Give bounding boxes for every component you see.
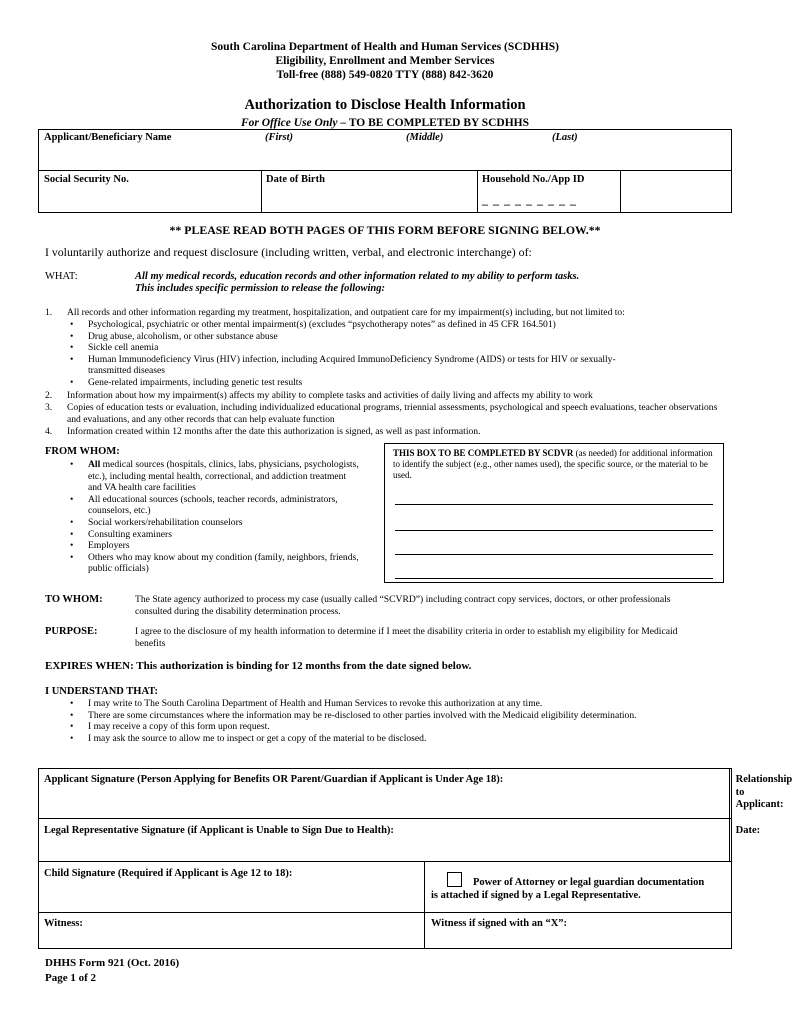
first-name-label: (First) bbox=[265, 132, 294, 143]
scdvr-line-2[interactable] bbox=[395, 530, 713, 531]
legal-rep-signature-cell[interactable] bbox=[39, 819, 730, 862]
household-blanks: _ _ _ _ _ _ _ _ _ bbox=[482, 193, 577, 207]
all-medical-text: medical sources (hospitals, clinics, labs, physicians, psychologists, etc.), including mental health, correctional, and addiction treatment and VA health care facilities bbox=[88, 459, 359, 494]
division-name: Eligibility, Enrollment and Member Services bbox=[275, 55, 495, 67]
item-2-num: 2. bbox=[45, 390, 53, 401]
form-title: Authorization to Disclose Health Information bbox=[244, 97, 526, 113]
to-whom-label: TO WHOM: bbox=[45, 594, 103, 605]
poa-line-2: is attached if signed by a Legal Representative. bbox=[431, 890, 641, 901]
list-item: • Drug abuse, alcoholism, or other substance abuse bbox=[64, 331, 639, 343]
scdvr-line-4[interactable] bbox=[395, 578, 713, 579]
list-item: • Human Immunodeficiency Virus (HIV) infection, including Acquired ImmunoDeficiency Syndrome (AIDS) or tests for HIV or sexually-transmitted diseases bbox=[64, 354, 639, 377]
office-use-label bbox=[0, 116, 770, 130]
list-item: • There are some circumstances where the information may be re-disclosed to other parties involved with the Medicaid eligibility determination. bbox=[64, 710, 684, 722]
phone-numbers: Toll-free (888) 549-0820 TTY (888) 842-3620 bbox=[276, 69, 494, 81]
signature-table bbox=[38, 768, 792, 949]
witness-label: Witness: bbox=[44, 918, 83, 929]
all-bold: All bbox=[88, 459, 101, 470]
list-item: • All educational sources (schools, teacher records, administrators, counselors, etc.) bbox=[64, 494, 360, 517]
witness-x-label: Witness if signed with an “X”: bbox=[431, 918, 568, 929]
what-line-2: This includes specific permission to release the following: bbox=[135, 283, 385, 294]
item-4-num: 4. bbox=[45, 426, 53, 437]
relationship-label: Relationship to Applicant: bbox=[735, 774, 792, 810]
list-item: • Employers bbox=[64, 540, 360, 552]
date-cell[interactable] bbox=[729, 819, 761, 862]
middle-name-label: (Middle) bbox=[406, 132, 444, 143]
purpose-text: I agree to the disclosure of my health information to determine if I meet the disability criteria in order to establish my eligibility for Medicaid benefits bbox=[135, 626, 678, 649]
scdvr-title: THIS BOX TO BE COMPLETED BY SCDVR bbox=[393, 448, 574, 458]
what-line-1: All my medical records, education records and other information related to my ability to perform tasks. bbox=[135, 271, 580, 282]
expires-label: EXPIRES WHEN: bbox=[45, 660, 134, 672]
applicant-name-cell[interactable] bbox=[39, 130, 732, 171]
list-item: • Consulting examiners bbox=[64, 529, 360, 541]
scdvr-line-1[interactable] bbox=[395, 504, 713, 505]
dob-cell[interactable] bbox=[262, 171, 478, 213]
list-item: • Psychological, psychiatric or other mental impairment(s) (excludes “psychotherapy notes” as defined in 45 CFR 164.501) bbox=[64, 319, 639, 331]
poa-checkbox[interactable] bbox=[447, 872, 462, 887]
applicant-signature-label: Applicant Signature (Person Applying for Benefits OR Parent/Guardian if Applicant is Under Age 18): bbox=[44, 774, 504, 785]
understand-list bbox=[64, 698, 684, 744]
poa-line-1: Power of Attorney or legal guardian documentation bbox=[473, 877, 705, 888]
scdvr-instructions bbox=[393, 448, 717, 481]
form-number: DHHS Form 921 (Oct. 2016) bbox=[45, 957, 180, 969]
household-label: Household No./App ID bbox=[482, 174, 585, 185]
item-3-num: 3. bbox=[45, 402, 53, 413]
relationship-cell[interactable] bbox=[729, 769, 792, 819]
witness-x-cell[interactable] bbox=[425, 913, 732, 949]
purpose-label: PURPOSE: bbox=[45, 626, 98, 637]
list-item: • Social workers/rehabilitation counselors bbox=[64, 517, 360, 529]
scdvr-line-3[interactable] bbox=[395, 554, 713, 555]
to-whom-text: The State agency authorized to process my case (usually called “SCVRD”) including contract copy services, doctors, or other professionals consulted during the disability determination process. bbox=[135, 594, 671, 617]
child-signature-label: Child Signature (Required if Applicant is Age 12 to 18): bbox=[44, 868, 293, 879]
item-2-text: Information about how my impairment(s) affects my ability to complete tasks and activities of daily living and affects my ability to work bbox=[67, 390, 593, 401]
child-signature-cell[interactable] bbox=[39, 862, 425, 913]
applicant-info-table bbox=[38, 129, 732, 213]
list-item bbox=[64, 459, 360, 494]
list-item: • I may receive a copy of this form upon request. bbox=[64, 721, 684, 733]
scdvr-instructions-text: (as needed) for additional information to identify the subject (e.g., other names used), the specific source, or the material to be used. bbox=[393, 448, 713, 480]
item-3-text: Copies of education tests or evaluation, including individualized educational programs, triennial assessments, psychological and speech evaluations, teacher observations and evaluations, and any other records that can help evaluate function bbox=[67, 402, 718, 425]
list-item: • Gene-related impairments, including genetic test results bbox=[64, 377, 639, 389]
list-item: • I may write to The South Carolina Department of Health and Human Services to revoke this authorization at any time. bbox=[64, 698, 684, 710]
item-1-text: All records and other information regarding my treatment, hospitalization, and outpatient care for my impairment(s) including, but not limited to: bbox=[67, 307, 625, 318]
ssn-cell[interactable] bbox=[39, 171, 262, 213]
page-number: Page 1 of 2 bbox=[45, 972, 97, 984]
from-whom-list bbox=[64, 459, 360, 575]
agency-name: South Carolina Department of Health and Human Services (SCDHHS) bbox=[211, 41, 559, 53]
poa-cell bbox=[425, 862, 732, 913]
list-item: • Others who may know about my condition (family, neighbors, friends, public officials) bbox=[64, 552, 360, 575]
legal-rep-signature-label: Legal Representative Signature (if Applicant is Unable to Sign Due to Health): bbox=[44, 825, 394, 836]
office-use-rest: – TO BE COMPLETED BY SCDHHS bbox=[337, 117, 530, 129]
item-1-num: 1. bbox=[45, 307, 53, 318]
applicant-name-label: Applicant/Beneficiary Name bbox=[44, 132, 172, 143]
item-4-text: Information created within 12 months after the date this authorization is signed, as well as past information. bbox=[67, 426, 481, 437]
witness-cell[interactable] bbox=[39, 913, 425, 949]
applicant-signature-cell[interactable] bbox=[39, 769, 730, 819]
intro-text: I voluntarily authorize and request disclosure (including written, verbal, and electronic interchange) of: bbox=[45, 245, 532, 259]
expires-text: This authorization is binding for 12 months from the date signed below. bbox=[133, 660, 472, 672]
understand-label: I UNDERSTAND THAT: bbox=[45, 686, 158, 697]
date-label: Date: bbox=[735, 825, 761, 836]
office-use-italic: For Office Use Only bbox=[240, 117, 338, 129]
from-whom-label: FROM WHOM: bbox=[45, 446, 120, 457]
last-name-label: (Last) bbox=[552, 132, 578, 143]
dob-label: Date of Birth bbox=[266, 174, 325, 185]
household-extra-cell[interactable] bbox=[621, 171, 732, 213]
what-label: WHAT: bbox=[45, 271, 78, 282]
ssn-label: Social Security No. bbox=[44, 174, 129, 185]
household-cell[interactable] bbox=[478, 171, 621, 213]
read-notice: ** PLEASE READ BOTH PAGES OF THIS FORM BEFORE SIGNING BELOW.** bbox=[169, 223, 601, 237]
list-item: • Sickle cell anemia bbox=[64, 342, 639, 354]
expires-line bbox=[45, 660, 471, 673]
list-item: • I may ask the source to allow me to inspect or get a copy of the material to be disclosed. bbox=[64, 733, 684, 745]
item-1-bullets bbox=[64, 319, 639, 389]
scdvr-box[interactable] bbox=[384, 443, 724, 583]
